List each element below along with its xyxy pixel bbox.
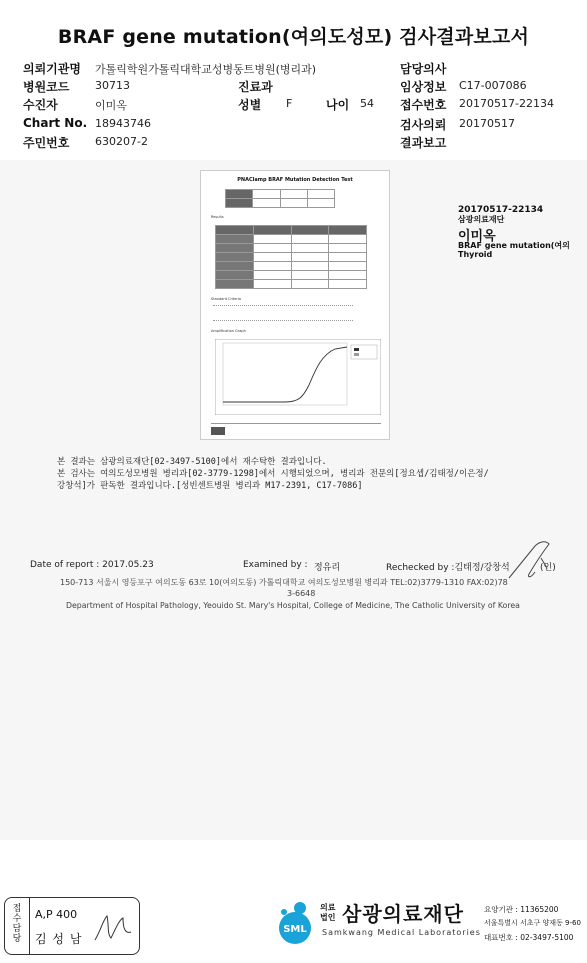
embedded-footer-rule [211,423,381,424]
results-cell [329,253,367,262]
sample-cell [253,199,280,208]
brand-name: 삼광의료재단 [342,902,464,926]
results-cell [291,262,329,271]
requesting-org-label: 의뢰기관명 [23,62,81,76]
results-cell [291,244,329,253]
results-cell [216,262,254,271]
results-cell [216,280,254,289]
brand-phone: 대표번호 : 02-3497-5100 [484,933,574,942]
results-cell [291,253,329,262]
brand-english: Samkwang Medical Laboratories [322,928,481,937]
results-cell [253,244,291,253]
stamp-accession-id: 20170517-22134 [458,205,544,215]
results-cell [329,280,367,289]
sample-cell [280,199,307,208]
seal-mark: (인) [540,563,556,573]
sample-cell [226,199,253,208]
chart-no-label: Chart No. [23,116,88,130]
chart-no-value: 18943746 [95,117,151,130]
age-label: 나이 [326,98,350,112]
amplification-graph [215,339,381,415]
age-value: 54 [360,97,374,110]
sample-cell [280,190,307,199]
stamp-org-name: 삼광의료재단 [458,215,505,224]
receipt-staff-box [4,897,140,955]
stamp-test-name: BRAF gene mutation(여의 [458,241,570,250]
stamp-patient-name: 이미옥 [458,229,496,244]
results-table [215,225,367,289]
sex-label: 성별 [238,98,262,112]
results-cell [291,280,329,289]
signature-icon [505,538,555,583]
sample-info-table [225,189,335,208]
results-cell [253,271,291,280]
sex-value: F [286,97,293,110]
box-divider [29,898,30,954]
note-line-1: 본 결과는 삼광의료재단[02-3497-5100]에서 재수탁한 결과입니다. [57,457,327,467]
sml-logo-text: SML [283,924,307,935]
criteria-text-block [213,305,353,321]
staff-signature-icon [93,910,135,946]
results-cell [329,244,367,253]
patient-label: 수진자 [23,98,58,112]
sml-logo-icon [270,898,320,948]
amplification-label: Amplification Graph [211,329,246,333]
panagene-logo-icon [211,427,225,435]
criteria-label: Standard Criteria [211,297,241,301]
sample-cell [253,190,280,199]
receipt-staff-label: 접수담당 [12,904,22,944]
results-label: Results [211,215,224,219]
brand-registration: 요양기관 : 11365200 [484,905,559,914]
results-cell [216,226,254,235]
results-cell [253,226,291,235]
sample-cell [307,199,334,208]
brand-small-bottom: 법인 [320,913,336,922]
results-cell [253,235,291,244]
patient-value: 이미옥 [95,99,127,112]
report-title: BRAF gene mutation(여의도성모) 검사결과보고서 [57,26,530,48]
results-cell [216,253,254,262]
doctor-label: 담당의사 [400,62,447,76]
department-label: 진료과 [238,80,273,94]
hospital-code-value: 30713 [95,79,130,92]
results-cell [329,235,367,244]
brand-small-top: 의료 [320,903,336,912]
results-cell [253,262,291,271]
results-cell [253,280,291,289]
receipt-no-value: 20170517-22134 [459,97,554,110]
results-cell [329,271,367,280]
clinical-info-label: 임상정보 [400,80,447,94]
sample-cell [307,190,334,199]
embedded-report-scan [200,170,390,440]
clinical-info-value: C17-007086 [459,79,527,92]
results-cell [216,271,254,280]
result-report-label: 결과보고 [400,136,447,150]
requesting-org-value: 가톨릭학원가톨릭대학교성병동트병원(병리과) [95,63,317,76]
staff-code: A,P 400 [35,908,78,921]
rechecked-by: Rechecked by :김태정/강창석 [386,563,510,573]
request-date-label: 검사의뢰 [400,118,447,132]
note-line-2: 본 검사는 여의도성모병원 병리과[02-3779-1298]에서 시행되었으며, 병리과 전문의[정요셉/김태정/이은정/ [57,469,489,479]
results-cell [216,235,254,244]
report-date: Date of report : 2017.05.23 [30,560,154,570]
department-line: Department of Hospital Pathology, Yeouido St. Mary's Hospital, College of Medicine, The Catholic University of Korea [66,601,520,610]
results-cell [216,244,254,253]
embedded-report-title: PNAClamp BRAF Mutation Detection Test [237,177,353,183]
resident-no-label: 주민번호 [23,136,70,150]
results-cell [253,253,291,262]
address-line-2: 3-6648 [287,589,316,598]
results-cell [291,235,329,244]
address-line-1: 150-713 서울시 영등포구 여의도동 63로 10(여의도동) 가톨릭대학교 여의도성모병원 병리과 TEL:02)3779-1310 FAX:02)78 [60,578,508,587]
hospital-code-label: 병원코드 [23,80,70,94]
results-cell [291,271,329,280]
examined-by-value: 정유리 [314,563,341,573]
results-cell [329,262,367,271]
examined-by-label: Examined by : [243,560,308,570]
brand-address: 서울특별시 서초구 양재동 9-60 [484,919,581,927]
stamp-specimen: Thyroid [458,250,493,259]
request-date-value: 20170517 [459,117,515,130]
staff-name: 김 성 남 [35,932,83,946]
brand-small-label [320,903,335,923]
receipt-no-label: 접수번호 [400,98,447,112]
resident-no-value: 630207-2 [95,135,148,148]
note-line-3: 강창석]가 판독한 결과입니다.[성빈센트병원 병리과 M17-2391, C17-7086] [57,481,363,491]
results-cell [329,226,367,235]
results-cell [291,226,329,235]
sample-cell [226,190,253,199]
